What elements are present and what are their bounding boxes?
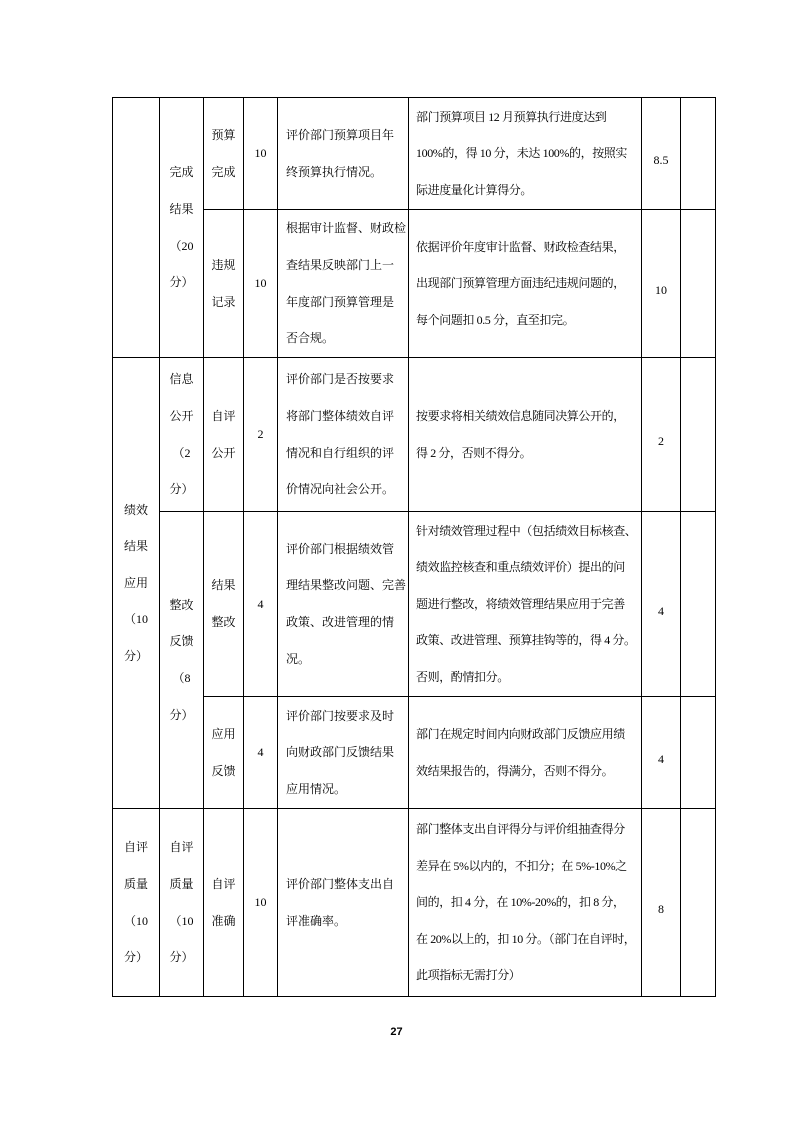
weight-value: 10: [254, 276, 267, 291]
explanation-text-line: 价情况向社会公开。: [286, 482, 395, 497]
standard-text-line: 部门在规定时间内向财政部门反馈应用绩: [416, 726, 625, 741]
level3-text-line: 记录: [211, 294, 236, 309]
score-value: 8: [658, 902, 664, 917]
level1-text-line: 质量: [123, 876, 148, 891]
score-value: 4: [658, 752, 664, 767]
explanation-text-line: 评价部门整体支出自: [286, 876, 395, 891]
level2-cell-information-disclosure: [160, 358, 204, 512]
level2-text-line: （20: [169, 238, 194, 253]
explanation-text-line: 应用情况。: [286, 781, 347, 796]
level3-text-line: 违规: [211, 257, 236, 272]
remark-cell: [681, 358, 716, 512]
score-cell: [642, 809, 681, 997]
level3-cell: [204, 98, 244, 210]
weight-value: 4: [257, 596, 264, 611]
level3-text-line: 整改: [211, 615, 236, 629]
table-row: [113, 512, 716, 697]
explanation-text-line: 况。: [286, 651, 311, 666]
weight-value: 10: [254, 146, 267, 161]
level3-text-line: 自评: [211, 876, 236, 891]
score-cell: [642, 98, 681, 210]
level3-cell: [204, 697, 244, 809]
remark-cell: [681, 98, 716, 210]
level2-text-line: 完成: [169, 165, 194, 180]
explanation-text-line: 向财政部门反馈结果: [286, 745, 395, 760]
standard-text-line: 部门整体支出自评得分与评价组抽查得分: [416, 822, 625, 837]
explanation-text-line: 否合规。: [286, 331, 335, 346]
table-row: [113, 697, 716, 809]
level1-text-line: 自评: [123, 840, 148, 855]
remark-cell: [681, 210, 716, 358]
explanation-text-line: 将部门整体绩效自评: [286, 408, 395, 423]
weight-cell: [244, 809, 278, 997]
standard-text-line: 差异在 5%以内的，不扣分；在 5%-10%之: [416, 858, 627, 873]
explanation-text-line: 年度部门预算管理是: [286, 294, 395, 309]
level2-text-line: 结果: [169, 201, 194, 216]
level2-text-line: （8: [172, 671, 191, 685]
level3-text-line: 自评: [211, 408, 236, 423]
score-cell: [642, 210, 681, 358]
standard-text-line: 题进行整改，将绩效管理结果应用于完善: [416, 596, 625, 611]
weight-cell: [244, 512, 278, 697]
explanation-text-line: 理结果整改问题、完善: [286, 578, 407, 593]
score-cell: [642, 512, 681, 697]
standard-cell: [409, 512, 642, 697]
level3-cell: [204, 358, 244, 512]
explanation-text-line: 查结果反映部门上一: [286, 257, 395, 272]
explanation-text-line: 评价部门根据绩效管: [286, 541, 395, 556]
level2-text-line: 公开: [169, 408, 194, 423]
table-row: [113, 210, 716, 358]
standard-text-line: 在 20%以上的，扣 10 分。（部门在自评时，: [416, 931, 636, 946]
level3-text-line: 应用: [211, 726, 236, 741]
standard-text-line: 100%的，得 10 分，未达 100%的，按照实: [416, 146, 627, 161]
weight-value: 10: [254, 895, 267, 910]
standard-text-line: 此项指标无需打分）: [416, 968, 521, 983]
level1-text-line: （10: [123, 913, 148, 928]
standard-text-line: 否则，酌情扣分。: [416, 669, 509, 684]
standard-text-line: 部门预算项目 12 月预算执行进度达到: [416, 109, 607, 124]
weight-cell: [244, 98, 278, 210]
level3-text-line: 公开: [211, 445, 236, 460]
explanation-cell: [278, 697, 409, 809]
level2-text-line: 分）: [169, 950, 194, 965]
standard-cell: [409, 697, 642, 809]
explanation-text-line: 终预算执行情况。: [286, 164, 383, 179]
score-cell: [642, 697, 681, 809]
explanation-text-line: 评价部门是否按要求: [286, 372, 395, 387]
standard-text-line: 政策、改进管理、预算挂钩等的，得 4 分。: [416, 633, 636, 648]
level3-cell: [204, 809, 244, 997]
explanation-text-line: 情况和自行组织的评: [286, 445, 395, 460]
level1-text-line: 分）: [123, 950, 148, 965]
standard-text-line: 出现部门预算管理方面违纪违规问题的，: [416, 276, 625, 291]
explanation-cell: [278, 358, 409, 512]
level1-text-line: 绩效: [123, 502, 148, 517]
table-row: [113, 809, 716, 997]
level3-cell: [204, 512, 244, 697]
score-cell: [642, 358, 681, 512]
standard-cell: [409, 98, 642, 210]
weight-cell: [244, 358, 278, 512]
level2-text-line: 反馈: [169, 634, 194, 649]
level1-text-line: （10: [123, 612, 148, 627]
level3-cell: [204, 210, 244, 358]
standard-text-line: 效结果报告的，得满分，否则不得分。: [416, 763, 614, 778]
standard-cell: [409, 809, 642, 997]
level2-text-line: 质量: [169, 876, 194, 891]
weight-value: 2: [257, 427, 264, 442]
weight-cell: [244, 697, 278, 809]
level2-cell-rectification-feedback: [160, 512, 204, 809]
explanation-cell: [278, 98, 409, 210]
level3-text-line: 预算: [211, 127, 236, 142]
explanation-text-line: 政策、改进管理的情: [286, 615, 395, 629]
score-value: 8.5: [653, 153, 669, 168]
score-value: 4: [658, 603, 664, 618]
level2-text-line: （2: [172, 445, 191, 460]
level1-cell-performance-result-application: [113, 358, 160, 809]
standard-text-line: 按要求将相关绩效信息随同决算公开的，: [416, 408, 625, 423]
level2-text-line: 分）: [169, 275, 194, 290]
standard-text-line: 间的，扣 4 分，在 10%-20%的，扣 8 分，: [416, 895, 625, 910]
explanation-text-line: 评准确率。: [286, 913, 347, 928]
level2-cell-self-evaluation-quality: [160, 809, 204, 997]
standard-text-line: 得 2 分，否则不得分。: [416, 445, 532, 460]
remark-cell: [681, 697, 716, 809]
standard-text-line: 每个问题扣 0.5 分，直至扣完。: [416, 312, 575, 327]
level2-cell-completion-result: [160, 98, 204, 358]
explanation-text-line: 评价部门按要求及时: [286, 708, 395, 723]
explanation-text-line: 评价部门预算项目年: [286, 127, 395, 142]
page-number: 27: [390, 1026, 403, 1038]
level1-text-line: 结果: [123, 539, 148, 554]
evaluation-table: [112, 97, 716, 997]
standard-text-line: 针对绩效管理过程中（包括绩效目标核查、: [416, 523, 637, 538]
level2-text-line: 分）: [169, 707, 194, 722]
weight-value: 4: [257, 745, 264, 760]
level2-text-line: 信息: [169, 372, 194, 387]
score-value: 2: [658, 434, 664, 449]
explanation-cell: [278, 512, 409, 697]
standard-text-line: 绩效监控核查和重点绩效评价）提出的问: [416, 560, 625, 575]
level2-text-line: （10: [169, 913, 194, 928]
table-row: [113, 98, 716, 210]
weight-cell: [244, 210, 278, 358]
remark-cell: [681, 512, 716, 697]
level3-text-line: 反馈: [211, 763, 236, 778]
standard-text-line: 际进度量化计算得分。: [416, 182, 533, 197]
explanation-cell: [278, 210, 409, 358]
explanation-cell: [278, 809, 409, 997]
level1-cell-self-evaluation-quality: [113, 809, 160, 997]
level1-text-line: 应用: [123, 575, 148, 590]
explanation-text-line: 根据审计监督、财政检: [286, 221, 407, 236]
level2-text-line: 整改: [169, 597, 194, 612]
standard-cell: [409, 358, 642, 512]
level2-text-line: 自评: [169, 840, 194, 855]
level1-cell-empty: [113, 98, 160, 358]
level3-text-line: 完成: [211, 164, 236, 179]
standard-cell: [409, 210, 642, 358]
level3-text-line: 结果: [211, 578, 236, 593]
standard-text-line: 依据评价年度审计监督、财政检查结果，: [416, 239, 625, 254]
score-value: 10: [655, 283, 667, 298]
table-row: [113, 358, 716, 512]
level1-text-line: 分）: [123, 648, 148, 663]
level2-text-line: 分）: [169, 482, 194, 497]
level3-text-line: 准确: [211, 913, 236, 928]
remark-cell: [681, 809, 716, 997]
